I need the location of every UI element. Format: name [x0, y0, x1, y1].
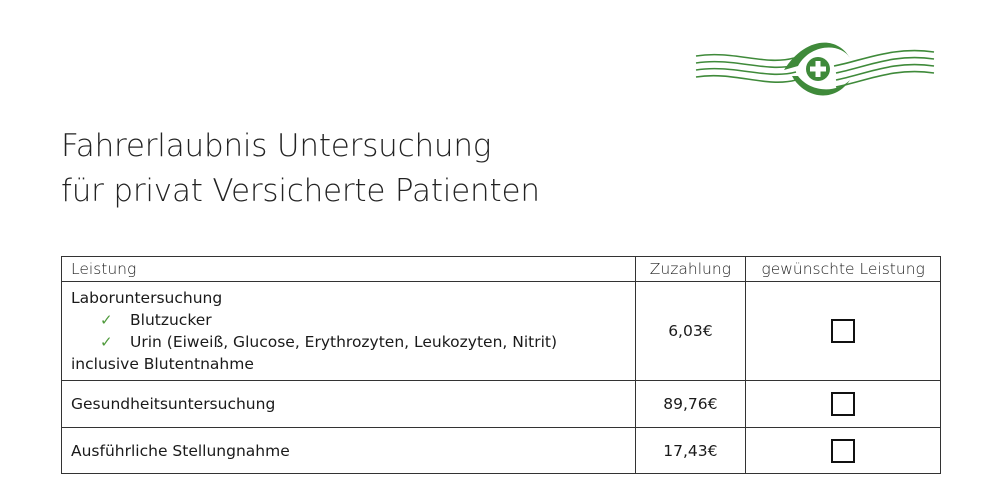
price-cell: 89,76€ [635, 381, 746, 428]
list-item-label: Urin (Eiweiß, Glucose, Erythrozyten, Leukozyten, Nitrit) [130, 333, 558, 351]
page-title [61, 124, 540, 214]
title-line-1: Fahrerlaubnis Untersuchung [61, 128, 492, 164]
list-item-label: Blutzucker [130, 311, 212, 329]
checkmark-icon: ✓ [100, 333, 113, 351]
table-row [62, 381, 941, 428]
service-title: Laboruntersuchung [71, 289, 223, 307]
list-item [71, 331, 626, 353]
eye-cross-icon [694, 36, 938, 102]
header-zuzahlung: Zuzahlung [635, 257, 746, 282]
table-row [62, 282, 941, 381]
checkbox-cell [746, 381, 941, 428]
price-cell: 17,43€ [635, 428, 746, 474]
services-table [61, 256, 941, 474]
checkbox-cell [746, 282, 941, 381]
service-title: Gesundheitsuntersuchung [62, 381, 636, 428]
checkbox-cell [746, 428, 941, 474]
header-gewuenschte-leistung: gewünschte Leistung [746, 257, 941, 282]
table-row [62, 428, 941, 474]
list-item [71, 309, 626, 331]
service-footer: inclusive Blutentnahme [71, 355, 254, 373]
service-cell [62, 282, 636, 381]
service-title: Ausführliche Stellungnahme [62, 428, 636, 474]
table-header-row [62, 257, 941, 282]
checkbox[interactable] [831, 392, 855, 416]
title-line-2: für privat Versicherte Patienten [61, 173, 540, 209]
price-cell: 6,03€ [635, 282, 746, 381]
checkbox[interactable] [831, 319, 855, 343]
checkbox[interactable] [831, 439, 855, 463]
checkmark-icon: ✓ [100, 311, 113, 329]
header-leistung: Leistung [62, 257, 636, 282]
